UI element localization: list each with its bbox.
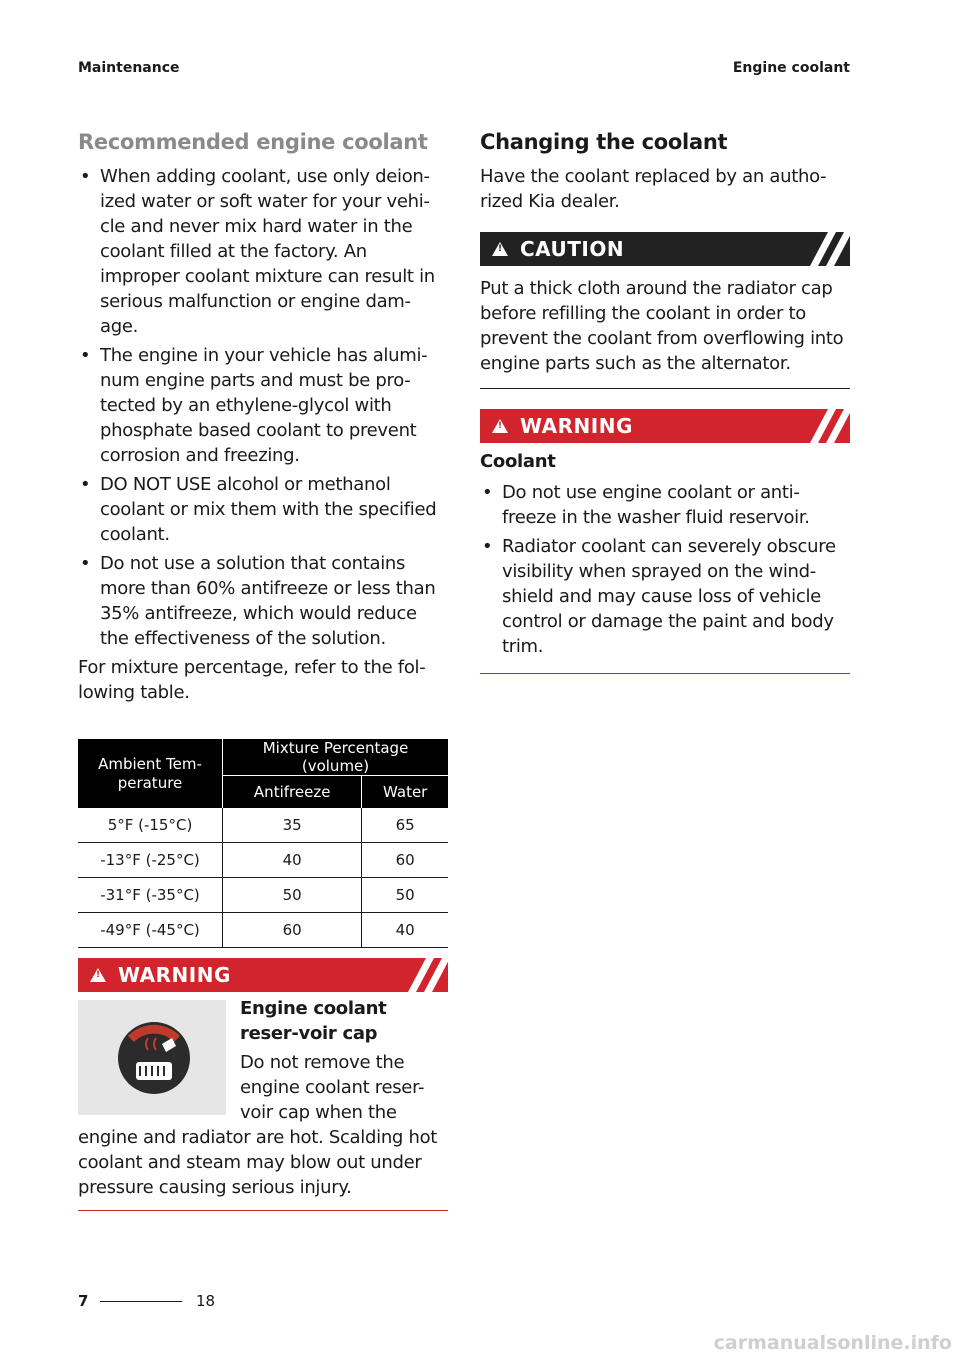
cell-antifreeze: 60 (223, 913, 362, 948)
cell-temperature: 5°F (-15°C) (78, 808, 223, 843)
recommended-coolant-list (78, 164, 448, 651)
caution-label: CAUTION (520, 237, 625, 261)
slash-stripes-icon (400, 958, 448, 992)
table-row (78, 808, 448, 843)
changing-coolant-intro: Have the coolant replaced by an autho-rized Kia dealer. (480, 166, 827, 212)
reservoir-cap-figure (78, 1000, 226, 1115)
chapter-number: 7 (78, 1292, 89, 1310)
page-footer (78, 1292, 215, 1310)
col-water: Water (362, 776, 448, 809)
col-antifreeze: Antifreeze (223, 776, 362, 809)
table-intro: For mixture percentage, refer to the fol-lowing table. (78, 657, 426, 703)
cell-temperature: -49°F (-45°C) (78, 913, 223, 948)
col-mixture-percentage: Mixture Percentage (volume) (223, 739, 449, 776)
mixture-table (78, 739, 448, 948)
cell-antifreeze: 40 (223, 843, 362, 878)
coolant-warning-list (480, 480, 850, 659)
list-item: • Do not use engine coolant or anti-freeze in the washer fluid reservoir. (480, 480, 850, 530)
list-item: • Do not use a solution that contains more than 60% antifreeze or less than 35% antifreeze, which would reduce the effectiveness of the solution. (78, 551, 448, 651)
cell-water: 65 (362, 808, 448, 843)
caution-text: Put a thick cloth around the radiator cap before refilling the coolant in order to prevent the coolant from overflowing into engine parts such as the alternator. (480, 278, 844, 374)
changing-coolant-heading: Changing the coolant (480, 130, 728, 154)
warning-banner (78, 958, 448, 992)
page-number: 18 (196, 1292, 216, 1310)
caution-triangle-icon (492, 242, 508, 256)
divider (78, 1210, 448, 1211)
slash-stripes-icon (802, 409, 850, 443)
cell-temperature: -31°F (-35°C) (78, 878, 223, 913)
table-row (78, 913, 448, 948)
warning-triangle-icon (492, 419, 508, 433)
divider (480, 673, 850, 674)
warning-title: Engine coolant reser-voir cap (240, 998, 387, 1044)
cell-antifreeze: 35 (223, 808, 362, 843)
cell-antifreeze: 50 (223, 878, 362, 913)
warning-label: WARNING (118, 963, 231, 987)
list-item: • DO NOT USE alcohol or methanol coolant or mix them with the specified coolant. (78, 472, 448, 547)
caution-banner (480, 232, 850, 266)
slash-stripes-icon (802, 232, 850, 266)
list-item: • The engine in your vehicle has alumi-num engine parts and must be pro-tected by an ethylene-glycol with phosphate based coolant to prevent corrosion and freezing. (78, 343, 448, 468)
watermark: carmanualsonline.info (713, 1332, 952, 1354)
table-row (78, 878, 448, 913)
hot-coolant-icon (78, 1000, 226, 1115)
header-section: Maintenance (78, 60, 180, 76)
list-item: • When adding coolant, use only deion-ized water or soft water for your vehi-cle and never mix hard water in the coolant filled at the factory. An improper coolant mixture can result in serious malfunction or engine dam-age. (78, 164, 448, 339)
col-ambient-temperature: Ambient Tem-perature (78, 739, 223, 808)
cell-water: 50 (362, 878, 448, 913)
warning-banner (480, 409, 850, 443)
warning-title: Coolant (480, 451, 556, 472)
header-topic: Engine coolant (732, 60, 850, 76)
footer-rule (100, 1301, 182, 1302)
warning-triangle-icon (90, 968, 106, 982)
right-column (480, 130, 850, 674)
recommended-coolant-heading: Recommended engine coolant (78, 130, 428, 154)
warning-body (78, 992, 448, 1210)
list-item: • Radiator coolant can severely obscure visibility when sprayed on the wind-shield and may cause loss of vehicle control or damage the paint and body trim. (480, 534, 850, 659)
cell-water: 40 (362, 913, 448, 948)
divider (480, 388, 850, 389)
warning-text: Do not remove the engine coolant reser-voir cap when the engine and radiator are hot. Scalding hot coolant and steam may blow out under pressure causing serious injury. (78, 1052, 438, 1198)
cell-temperature: -13°F (-25°C) (78, 843, 223, 878)
cell-water: 60 (362, 843, 448, 878)
left-column (78, 130, 448, 1211)
warning-label: WARNING (520, 414, 633, 438)
table-row (78, 843, 448, 878)
